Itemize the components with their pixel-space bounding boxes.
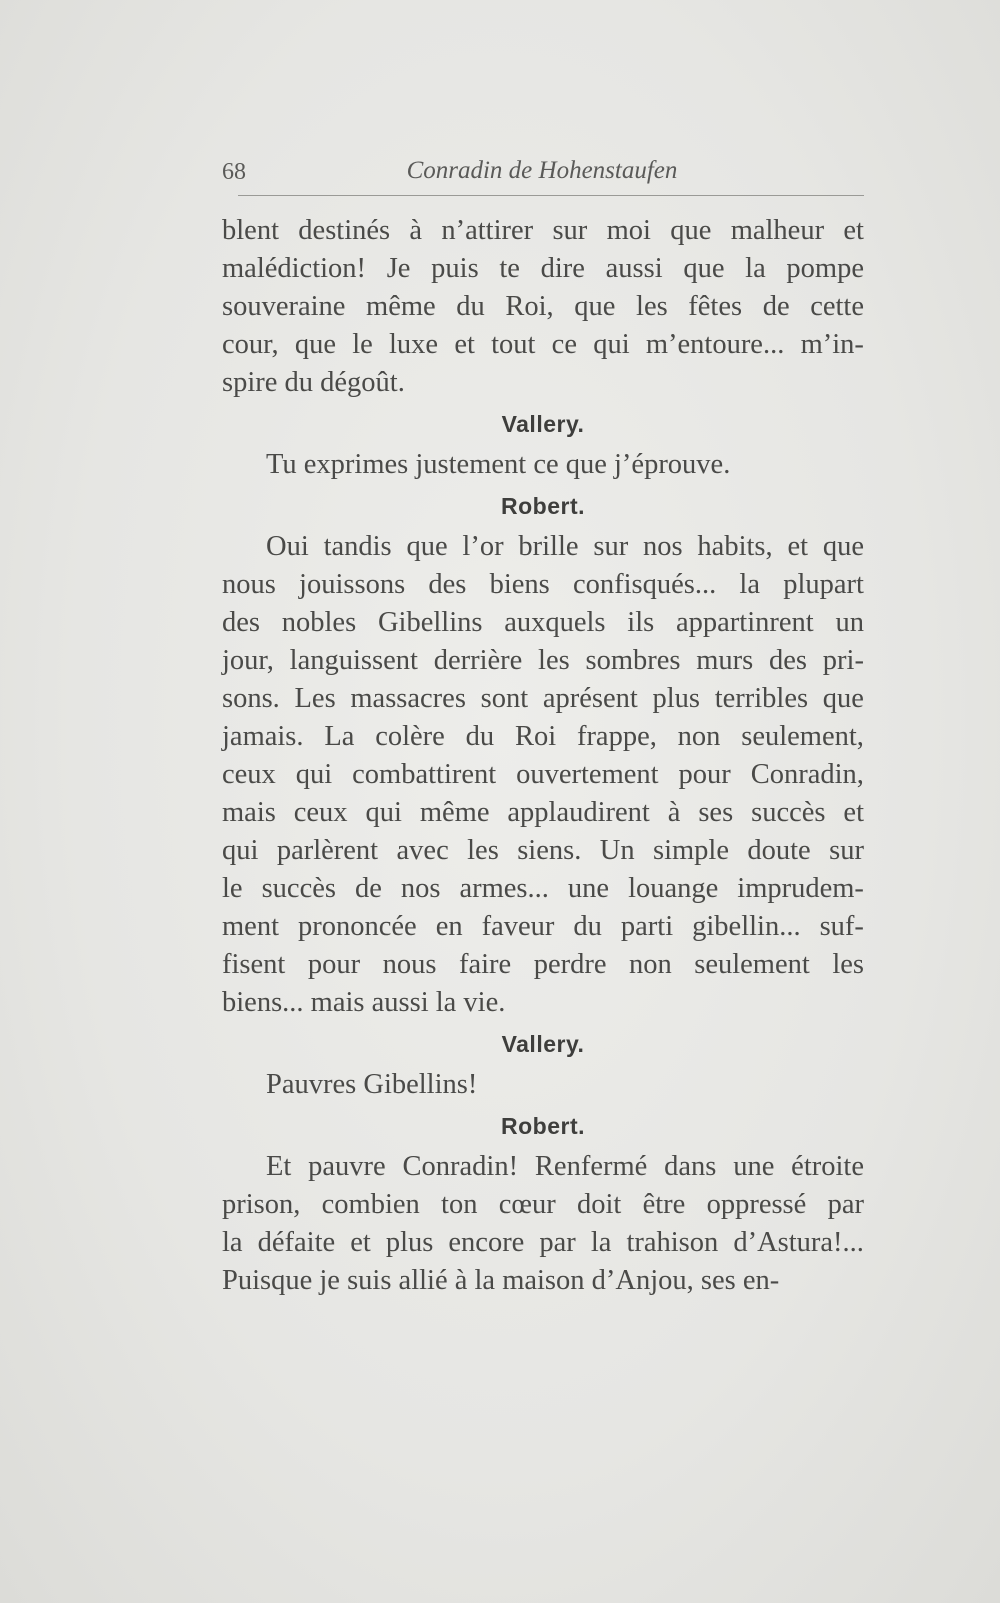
text-line: souveraine même du Roi, que les fêtes de cette xyxy=(222,291,864,322)
paragraph xyxy=(222,446,864,484)
text-line: prison, combien ton cœur doit être oppressé par xyxy=(222,1189,864,1220)
text-line: nous jouissons des biens confisqués... la plupart xyxy=(222,569,864,600)
page-number: 68 xyxy=(222,159,246,185)
running-title: Conradin de Hohenstaufen xyxy=(406,157,678,184)
text-line: ceux qui combattirent ouvertement pour Conradin, xyxy=(222,759,864,790)
header-rule xyxy=(238,195,864,196)
text-line: spire du dégoût. xyxy=(222,367,405,398)
body-text xyxy=(222,212,864,1300)
speaker-name: Robert. xyxy=(501,493,585,519)
speaker-name: Robert. xyxy=(501,1113,585,1139)
text-line: biens... mais aussi la vie. xyxy=(222,987,506,1018)
paragraph xyxy=(222,1066,864,1104)
text-line: Puisque je suis allié à la maison d’Anjou, ses en- xyxy=(222,1265,780,1296)
text-line: le succès de nos armes... une louange imprudem- xyxy=(222,873,864,904)
speaker-name: Vallery. xyxy=(501,411,585,437)
text-line: Tu exprimes justement ce que j’éprouve. xyxy=(266,449,731,480)
paragraph xyxy=(222,1148,864,1300)
text-line: Pauvres Gibellins! xyxy=(266,1069,478,1100)
speaker-name: Vallery. xyxy=(501,1031,585,1057)
text-line: sons. Les massacres sont aprésent plus terribles que xyxy=(222,683,864,714)
text-line: la défaite et plus encore par la trahison d’Astura!... xyxy=(222,1227,864,1258)
text-line: jour, languissent derrière les sombres murs des pri- xyxy=(222,645,864,676)
text-line: fisent pour nous faire perdre non seulement les xyxy=(222,949,864,980)
text-line: qui parlèrent avec les siens. Un simple doute sur xyxy=(222,835,864,866)
text-line: Oui tandis que l’or brille sur nos habits, et que xyxy=(266,531,864,562)
text-line: jamais. La colère du Roi frappe, non seulement, xyxy=(222,721,864,752)
text-line: ment prononcée en faveur du parti gibellin... suf- xyxy=(222,911,864,942)
text-line: malédiction! Je puis te dire aussi que la pompe xyxy=(222,253,864,284)
text-line: blent destinés à n’attirer sur moi que malheur et xyxy=(222,215,864,246)
text-line: Et pauvre Conradin! Renfermé dans une étroite xyxy=(266,1151,864,1182)
text-line: des nobles Gibellins auxquels ils appartinrent un xyxy=(222,607,864,638)
page-header xyxy=(222,155,862,195)
text-line: mais ceux qui même applaudirent à ses succès et xyxy=(222,797,864,828)
text-line: cour, que le luxe et tout ce qui m’entoure... m’in- xyxy=(222,329,864,360)
paragraph xyxy=(222,212,864,402)
paragraph xyxy=(222,528,864,1022)
